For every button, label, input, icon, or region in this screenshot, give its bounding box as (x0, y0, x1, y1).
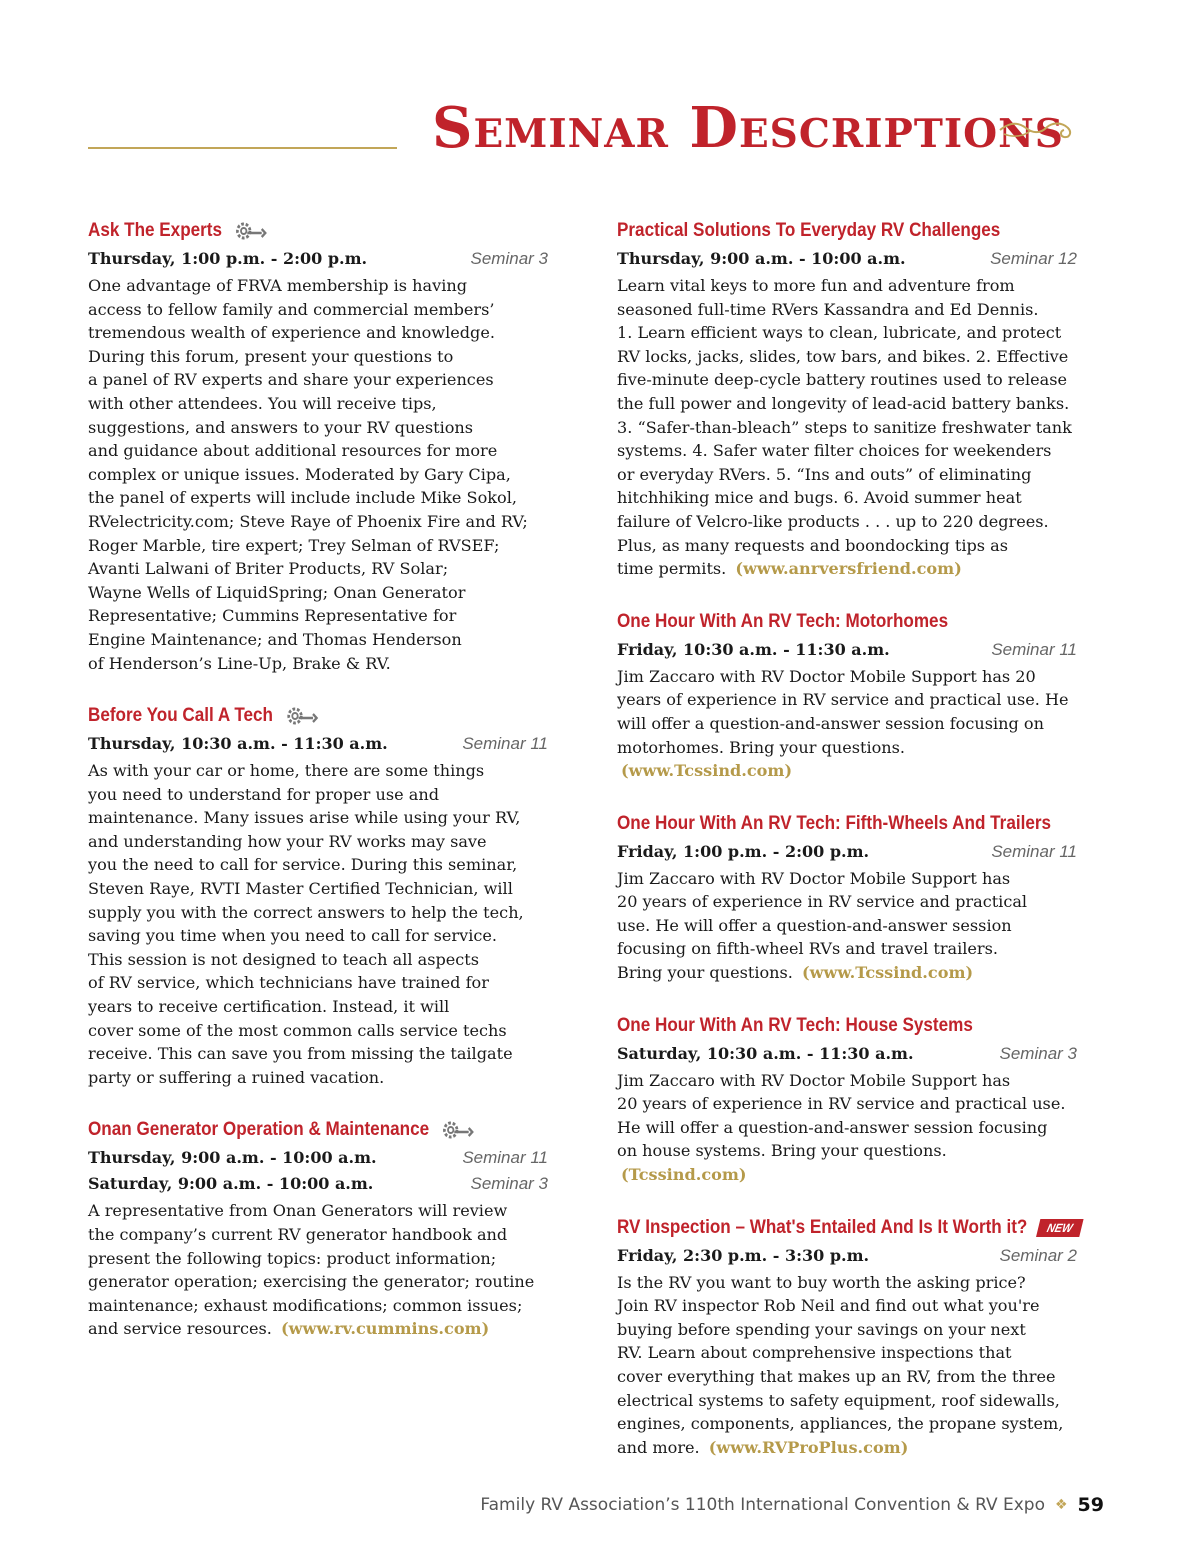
description-line (88, 924, 548, 948)
description-text: a panel of RV experts and share your experiences (88, 370, 494, 390)
description-text: generator operation; exercising the generator; routine (88, 1272, 535, 1292)
description-text: time permits. (617, 559, 727, 579)
description-line (88, 1223, 548, 1247)
seminar-title-text: One Hour With An RV Tech: Motorhomes (617, 610, 949, 632)
page-number: 59 (1077, 1494, 1104, 1516)
seminar-time: Friday, 1:00 p.m. - 2:00 p.m. (617, 841, 870, 861)
description-text: focusing on fifth-wheel RVs and travel trailers. (617, 939, 998, 959)
description-line (617, 914, 1077, 938)
description-line (88, 439, 548, 463)
description-text: the company’s current RV generator handbook and (88, 1225, 508, 1244)
seminar-room: Seminar 2 (999, 1245, 1077, 1265)
seminar-description (617, 1069, 1077, 1187)
seminar-description (617, 867, 1077, 985)
description-text: Steven Raye, RVTI Master Certified Technician, will (88, 879, 513, 899)
description-line (88, 1247, 548, 1271)
description-text: 20 years of experience in RV service and practical (617, 892, 1028, 912)
description-text: you need to understand for proper use and (88, 784, 440, 804)
description-text: Join RV inspector Rob Neil and find out what you're (617, 1296, 1040, 1316)
description-text: 3. “Safer-than-bleach” steps to sanitize freshwater tank (617, 417, 1072, 437)
website-link[interactable]: (www.anrversfriend.com) (735, 559, 962, 579)
description-text: As with your car or home, there are some things (88, 761, 485, 781)
description-line (88, 463, 548, 487)
description-text: years to receive certification. Instead, it will (88, 997, 450, 1017)
description-line (88, 1066, 548, 1090)
description-line (617, 961, 1077, 985)
seminar-entry (617, 1213, 1077, 1460)
description-line (617, 1412, 1077, 1436)
description-text: Engine Maintenance; and Thomas Henderson (88, 629, 462, 649)
seminar-room: Seminar 11 (462, 1148, 548, 1168)
description-text: Jim Zaccaro with RV Doctor Mobile Support has (617, 1070, 1011, 1090)
description-text: failure of Velcro-like products . . . up to 220 degrees. (617, 511, 1049, 531)
seminar-title (617, 1011, 1031, 1041)
description-line (617, 345, 1077, 369)
description-text: hitchhiking mice and bugs. 6. Avoid summer heat (617, 488, 1022, 508)
description-text: saving you time when you need to call for service. (88, 926, 498, 946)
seminar-time: Thursday, 9:00 a.m. - 10:00 a.m. (617, 249, 906, 268)
seminar-entry (88, 1115, 548, 1341)
description-line (617, 1092, 1077, 1116)
description-text: RV. Learn about comprehensive inspections that (617, 1343, 1012, 1363)
description-line (88, 652, 548, 676)
seminar-time: Saturday, 10:30 a.m. - 11:30 a.m. (617, 1043, 914, 1063)
seminar-title (617, 1213, 1075, 1243)
description-line (617, 736, 1077, 783)
description-line (617, 1116, 1077, 1140)
description-line (88, 416, 548, 440)
description-text: maintenance; exhaust modifications; common issues; (88, 1295, 523, 1315)
website-link[interactable]: (www.Tcssind.com) (802, 963, 974, 983)
seminar-room: Seminar 12 (990, 249, 1077, 268)
description-line (617, 392, 1077, 416)
description-line (88, 274, 548, 298)
description-text: of Henderson’s Line-Up, Brake & RV. (88, 653, 391, 673)
description-text: engines, components, appliances, the propane system, (617, 1414, 1064, 1434)
seminar-title (617, 607, 1031, 637)
description-line (88, 1294, 548, 1318)
description-line (617, 665, 1077, 689)
wrench-gear-icon (442, 1119, 474, 1141)
description-line (88, 321, 548, 345)
description-text: supply you with the correct answers to help the tech, (88, 902, 524, 922)
description-line (617, 368, 1077, 392)
seminar-room: Seminar 3 (470, 1174, 548, 1194)
description-line (88, 1042, 548, 1066)
description-text: electrical systems to safety equipment, roof sidewalls, (617, 1390, 1060, 1410)
description-text: and more. (617, 1437, 700, 1457)
description-text: and guidance about additional resources for more (88, 441, 498, 461)
seminar-time: Thursday, 10:30 a.m. - 11:30 a.m. (88, 734, 388, 754)
header-rule (88, 147, 397, 149)
seminar-title-text: RV Inspection – What's Entailed And Is It Worth it? (617, 1216, 1028, 1238)
footer-separator-icon: ❖ (1054, 1497, 1068, 1513)
flourish-ornament-icon (998, 116, 1078, 144)
wrench-gear-icon (235, 220, 267, 242)
description-line (88, 392, 548, 416)
description-line (88, 604, 548, 628)
seminar-title-text: Ask The Experts (88, 220, 223, 241)
description-line (617, 1341, 1077, 1365)
description-line (617, 274, 1077, 298)
description-line (88, 783, 548, 807)
description-text: the panel of experts will include include Mike Sokol, (88, 488, 517, 508)
description-line (88, 581, 548, 605)
description-line (88, 368, 548, 392)
right-column (617, 216, 1077, 1485)
seminar-entry (617, 216, 1077, 581)
description-text: buying before spending your savings on your next (617, 1319, 1026, 1339)
description-line (88, 557, 548, 581)
description-text: maintenance. Many issues arise while using your RV, (88, 808, 521, 828)
schedule-row (617, 1243, 1077, 1269)
schedule-row (617, 839, 1077, 865)
description-line (617, 486, 1077, 510)
website-link[interactable]: (www.rv.cummins.com) (281, 1319, 490, 1339)
seminar-entry (617, 809, 1077, 985)
description-text: He will offer a question-and-answer session focusing (617, 1117, 1048, 1137)
description-text: Bring your questions. (617, 963, 793, 983)
seminar-time: Thursday, 9:00 a.m. - 10:00 a.m. (88, 1148, 377, 1168)
description-text: and service resources. (88, 1319, 272, 1339)
description-line (617, 298, 1077, 322)
seminar-title-text: One Hour With An RV Tech: Fifth-Wheels And Trailers (617, 812, 1052, 834)
description-text: on house systems. Bring your questions. (617, 1141, 947, 1161)
seminar-description (88, 1199, 548, 1341)
description-text: seasoned full-time RVers Kassandra and Ed Dennis. (617, 299, 1039, 319)
description-line (88, 971, 548, 995)
description-line (617, 1436, 1077, 1460)
description-line (617, 867, 1077, 891)
seminar-description (617, 1271, 1077, 1460)
description-line (88, 345, 548, 369)
description-line (88, 948, 548, 972)
seminar-room: Seminar 3 (999, 1043, 1077, 1063)
description-line (617, 890, 1077, 914)
seminar-title (88, 701, 502, 731)
description-line (617, 1294, 1077, 1318)
schedule-row (88, 246, 548, 272)
schedule-row (617, 246, 1077, 272)
description-text: years of experience in RV service and practical use. He (617, 690, 1069, 710)
description-text: use. He will offer a question-and-answer session (617, 915, 1012, 935)
description-text: with other attendees. You will receive tips, (88, 393, 437, 413)
description-line (88, 628, 548, 652)
seminar-title (617, 216, 1031, 246)
description-line (617, 1139, 1077, 1186)
seminar-entry (88, 701, 548, 1089)
seminar-title-text: Practical Solutions To Everyday RV Challenges (617, 220, 1001, 241)
description-text: suggestions, and answers to your RV questions (88, 417, 474, 437)
description-line (617, 510, 1077, 534)
description-text: you the need to call for service. During this seminar, (88, 855, 518, 875)
description-text: will offer a question-and-answer session focusing on (617, 713, 1044, 733)
description-line (617, 712, 1077, 736)
description-text: Representative; Cummins Representative for (88, 606, 457, 626)
description-line (617, 1365, 1077, 1389)
description-line (617, 557, 1077, 581)
seminar-title (617, 809, 1052, 839)
description-text: Is the RV you want to buy worth the asking price? (617, 1272, 1026, 1292)
description-text: tremendous wealth of experience and knowledge. (88, 323, 496, 343)
description-line (88, 1317, 548, 1341)
description-text: 20 years of experience in RV service and practical use. (617, 1094, 1066, 1114)
description-text: motorhomes. Bring your questions. (617, 737, 906, 757)
description-line (88, 877, 548, 901)
description-line (88, 486, 548, 510)
description-line (88, 534, 548, 558)
new-badge: NEW (1036, 1219, 1084, 1237)
page-title: Seminar Descriptions (432, 95, 1064, 161)
seminar-room: Seminar 11 (462, 734, 548, 754)
description-text: Avanti Lalwani of Briter Products, RV Solar; (88, 559, 449, 579)
seminar-time: Friday, 10:30 a.m. - 11:30 a.m. (617, 639, 890, 659)
description-text: present the following topics: product information; (88, 1248, 497, 1268)
description-text: During this forum, present your questions to (88, 346, 454, 366)
description-text: This session is not designed to teach all aspects (88, 949, 480, 969)
description-line (88, 806, 548, 830)
description-text: Learn vital keys to more fun and adventure from (617, 276, 1015, 295)
seminar-entry (617, 1011, 1077, 1187)
description-text: cover some of the most common calls service techs (88, 1020, 507, 1040)
description-text: or everyday RVers. 5. “Ins and outs” of eliminating (617, 464, 1032, 484)
description-text: and understanding how your RV works may save (88, 831, 487, 851)
schedule-row (617, 637, 1077, 663)
schedule-row (88, 1145, 548, 1171)
left-column (88, 216, 548, 1367)
seminar-room: Seminar 11 (991, 841, 1077, 861)
seminar-description (617, 274, 1077, 581)
seminar-entry (617, 607, 1077, 783)
description-text: Plus, as many requests and boondocking tips as (617, 535, 1008, 555)
description-line (88, 995, 548, 1019)
seminar-description (617, 665, 1077, 783)
website-link[interactable]: (Tcssind.com) (621, 1165, 747, 1185)
description-text: party or suffering a ruined vacation. (88, 1067, 385, 1087)
wrench-gear-icon (286, 705, 318, 727)
description-text: 1. Learn efficient ways to clean, lubricate, and protect (617, 323, 1062, 343)
description-line (88, 1199, 548, 1223)
description-line (88, 759, 548, 783)
seminar-time: Saturday, 9:00 a.m. - 10:00 a.m. (88, 1174, 374, 1194)
description-line (88, 510, 548, 534)
description-line (617, 321, 1077, 345)
description-line (88, 901, 548, 925)
description-text: Wayne Wells of LiquidSpring; Onan Generator (88, 582, 466, 602)
seminar-title-text: Before You Call A Tech (88, 705, 273, 727)
description-text: the full power and longevity of lead-acid battery banks. (617, 393, 1070, 413)
seminar-description (88, 274, 548, 675)
description-line (88, 1019, 548, 1043)
seminar-title-text: One Hour With An RV Tech: House Systems (617, 1014, 973, 1036)
description-text: One advantage of FRVA membership is having (88, 276, 468, 295)
description-line (88, 298, 548, 322)
description-text: complex or unique issues. Moderated by Gary Cipa, (88, 464, 511, 484)
seminar-title-text: Onan Generator Operation & Maintenance (88, 1119, 430, 1141)
description-line (617, 416, 1077, 440)
schedule-row (88, 731, 548, 757)
description-line (617, 1069, 1077, 1093)
seminar-time: Friday, 2:30 p.m. - 3:30 p.m. (617, 1245, 870, 1265)
description-line (88, 853, 548, 877)
seminar-title (88, 216, 502, 246)
seminar-entry (88, 216, 548, 675)
description-text: five-minute deep-cycle battery routines used to release (617, 370, 1068, 390)
description-line (617, 1389, 1077, 1413)
description-text: of RV service, which technicians have trained for (88, 973, 489, 993)
description-text: Jim Zaccaro with RV Doctor Mobile Support has (617, 868, 1011, 888)
seminar-room: Seminar 3 (470, 249, 548, 268)
footer-text: Family RV Association’s 110th International Convention & RV Expo (480, 1495, 1045, 1515)
description-line (617, 688, 1077, 712)
seminar-room: Seminar 11 (991, 639, 1077, 659)
description-line (617, 534, 1077, 558)
description-line (617, 1318, 1077, 1342)
description-text: cover everything that makes up an RV, from the three (617, 1367, 1056, 1386)
schedule-row (617, 1041, 1077, 1067)
description-line (617, 937, 1077, 961)
website-link[interactable]: (www.RVProPlus.com) (708, 1437, 909, 1457)
description-text: access to fellow family and commercial members’ (88, 299, 495, 319)
description-line (88, 1270, 548, 1294)
description-text: Roger Marble, tire expert; Trey Selman of RVSEF; (88, 535, 500, 555)
description-text: receive. This can save you from missing the tailgate (88, 1044, 513, 1064)
description-text: systems. 4. Safer water filter choices for weekenders (617, 441, 1052, 461)
description-text: RVelectricity.com; Steve Raye of Phoenix Fire and RV; (88, 511, 528, 531)
description-line (617, 439, 1077, 463)
description-line (617, 463, 1077, 487)
description-line (617, 1271, 1077, 1295)
seminar-description (88, 759, 548, 1089)
website-link[interactable]: (www.Tcssind.com) (621, 761, 793, 781)
description-text: A representative from Onan Generators will review (88, 1201, 508, 1221)
page-footer (480, 1490, 1104, 1520)
description-text: Jim Zaccaro with RV Doctor Mobile Support has 20 (617, 666, 1036, 686)
description-line (88, 830, 548, 854)
seminar-time: Thursday, 1:00 p.m. - 2:00 p.m. (88, 249, 368, 268)
description-text: RV locks, jacks, slides, tow bars, and bikes. 2. Effective (617, 346, 1069, 366)
seminar-title (88, 1115, 502, 1145)
schedule-row (88, 1171, 548, 1197)
